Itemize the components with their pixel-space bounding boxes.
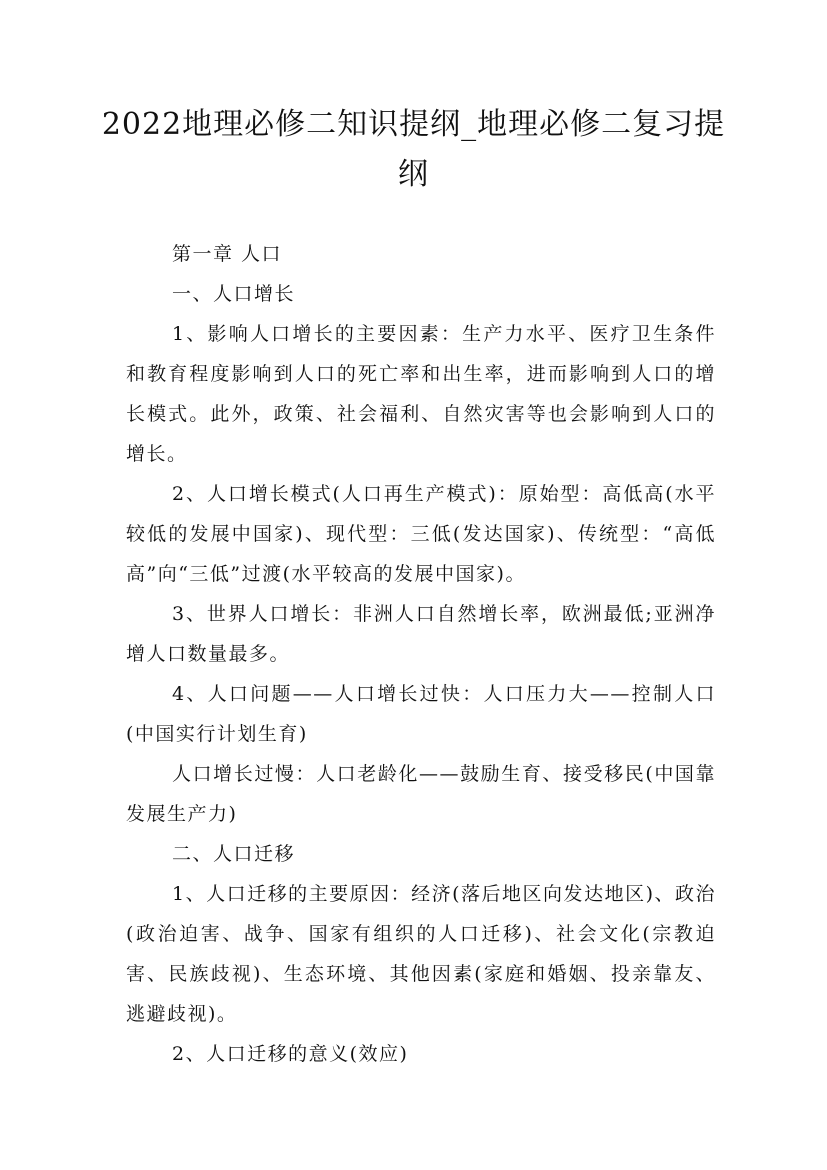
paragraph: 2、人口迁移的意义(效应) [172, 1043, 409, 1065]
paragraph: 2、人口增长模式(人口再生产模式)：原始型：高低高(水平较低的发展中国家)、现代型：三低(发达国家)、传统型：“高低高”向“三低”过渡(水平较高的发展中国家)。 [126, 483, 716, 585]
paragraph: 1、影响人口增长的主要因素：生产力水平、医疗卫生条件和教育程度影响到人口的死亡率和出生率，进而影响到人口的增长模式。此外，政策、社会福利、自然灾害等也会影响到人口的增长。 [126, 323, 716, 465]
paragraph: 3、世界人口增长：非洲人口自然增长率，欧洲最低;亚洲净增人口数量最多。 [126, 603, 716, 665]
paragraph: 1、人口迁移的主要原因：经济(落后地区向发达地区)、政治(政治迫害、战争、国家有组织的人口迁移)、社会文化(宗教迫害、民族歧视)、生态环境、其他因素(家庭和婚姻、投亲靠友、逃避歧视)。 [126, 883, 716, 1025]
section-heading: 二、人口迁移 [172, 843, 296, 865]
document-title: 2022地理必修二知识提纲_地理必修二复习提纲 [101, 107, 726, 192]
document-body [126, 234, 716, 1074]
section-heading: 一、人口增长 [172, 283, 296, 305]
chapter-heading: 第一章 人口 [172, 243, 283, 265]
paragraph: 人口增长过慢：人口老龄化——鼓励生育、接受移民(中国靠发展生产力) [126, 763, 716, 825]
paragraph: 4、人口问题——人口增长过快：人口压力大——控制人口(中国实行计划生育) [126, 683, 716, 745]
